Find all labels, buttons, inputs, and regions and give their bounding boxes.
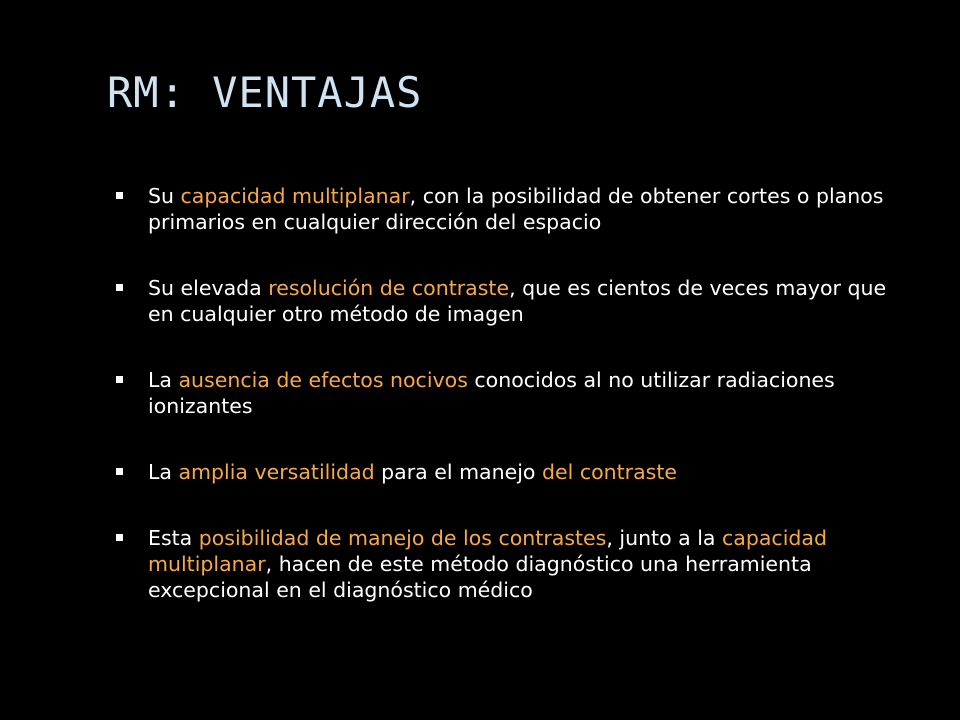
bullet-highlight: amplia versatilidad (178, 460, 375, 484)
square-bullet-icon (116, 284, 123, 291)
bullet-list (112, 183, 912, 603)
bullet-text: , con la posibilidad de obtener cortes o planos primarios en cualquier dirección del espacio (148, 184, 884, 234)
square-bullet-icon (116, 468, 123, 475)
bullet-text: Esta (148, 526, 199, 550)
bullet-highlight: capacidad multiplanar (180, 184, 410, 208)
bullet-text: Su (148, 184, 181, 208)
square-bullet-icon (116, 376, 123, 383)
bullet-text: , hacen de este método diagnóstico una herramienta excepcional en el diagnóstico médico (148, 552, 812, 602)
bullet-item (112, 275, 912, 327)
bullet-text: Su elevada (148, 276, 269, 300)
bullet-text: conocidos al no utilizar radiaciones ionizantes (148, 368, 835, 418)
bullet-highlight: resolución de contraste (268, 276, 510, 300)
bullet-text: La (148, 460, 179, 484)
bullet-text: , junto a la (606, 526, 723, 550)
bullet-highlight: capacidad multiplanar (148, 526, 827, 576)
square-bullet-icon (116, 534, 123, 541)
slide-title: RM: VENTAJAS (107, 68, 423, 117)
bullet-highlight: ausencia de efectos nocivos (178, 368, 468, 392)
bullet-text: para el manejo (374, 460, 542, 484)
bullet-item (112, 367, 912, 419)
bullet-item (112, 525, 912, 603)
bullet-item (112, 459, 912, 485)
bullet-item (112, 183, 912, 235)
bullet-highlight: del contraste (541, 460, 677, 484)
square-bullet-icon (116, 192, 123, 199)
bullet-highlight: posibilidad de manejo de los contrastes (198, 526, 607, 550)
bullet-text: La (148, 368, 179, 392)
bullet-text: , que es cientos de veces mayor que en cualquier otro método de imagen (148, 276, 887, 326)
